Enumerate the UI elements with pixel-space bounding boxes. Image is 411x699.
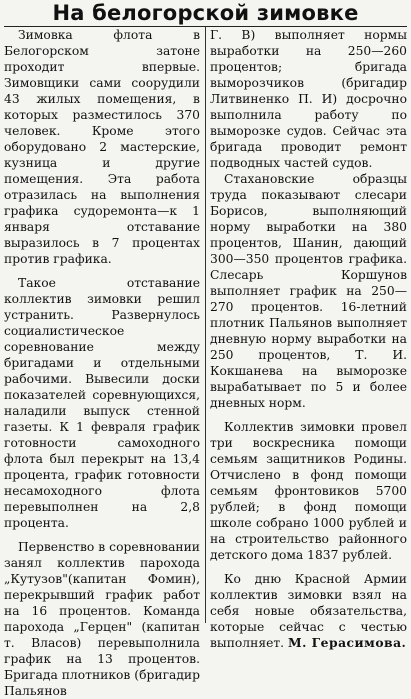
left-column [4, 27, 200, 698]
paragraph: Первенство в соревновании занял коллектив парохода „Кутузов"(капитан Фомин), перекрывший график работ на 16 процентов. Команда парохода „Герцен" (капитан т. Власов) перевыполнила график на 13 процентов. Бригада плотников (бригадир Пальянов [4, 540, 200, 698]
paragraph: Зимовка флота в Белогорском затоне проходит впервые. Зимовщики сами соорудили 43 жилых помещения, в которых разместилось 370 человек. Кроме этого оборудовано 2 мастерские, кузница и другие помещения. Эта работа отразилась на выполнения графика судоремонта—к 1 января отставание выразилось в 7 процентах против графика. [4, 28, 200, 266]
column-divider [205, 27, 206, 623]
closing-text: Ко дню Красной Армии коллектив зимовки взял на себя новые обязательства, которые сейчас с честью выполняет. [210, 572, 407, 650]
author-signature: М. Герасимова. [288, 635, 407, 650]
paragraph: Коллектив зимовки провел три воскресника помощи семьям защитников Родины. Отчислено в фонд помощи семьям фронтовиков 5700 рублей; в фонд помощи школе собрано 1000 рублей и на строительство районного детского дома 1837 рублей. [210, 420, 407, 562]
paragraph: Такое отставание коллектив зимовки решил устранить. Развернулось социалистическое соревнование между бригадами и отдельными рабочими. Вывесили доски показателей соревнующихся, наладили выпуск стенной газеты. К 1 февраля график готовности самоходного флота был перекрыт на 13,4 процента, график готовности несамоходного флота перевыполнен на 2,8 процента. [4, 276, 200, 530]
closing-paragraph [210, 571, 407, 651]
article-headline: На белогорской зимовке [52, 1, 359, 25]
paragraph: Г. В) выполняет нормы выработки на 250—260 процентов; бригада выморозчиков (бригадир Литвиненко П. И) досрочно выполнила работу по выморозке судов. Сейчас эта бригада проводит ремонт подводных частей судов. [210, 28, 407, 170]
right-column [210, 27, 407, 650]
paragraph: Стахановские образцы труда показывают слесари Борисов, выполняющий норму выработки на 380 процентов, Шанин, дающий 300—350 процентов графика. Слесарь Коршунов выполняет график на 250—270 процентов. 16-летний плотник Пальянов выполняет дневную норму выработки на 250 процентов, Т. И. Кокшанева на выморозке вырабатывает по 5 и более дневных норм. [210, 172, 407, 410]
